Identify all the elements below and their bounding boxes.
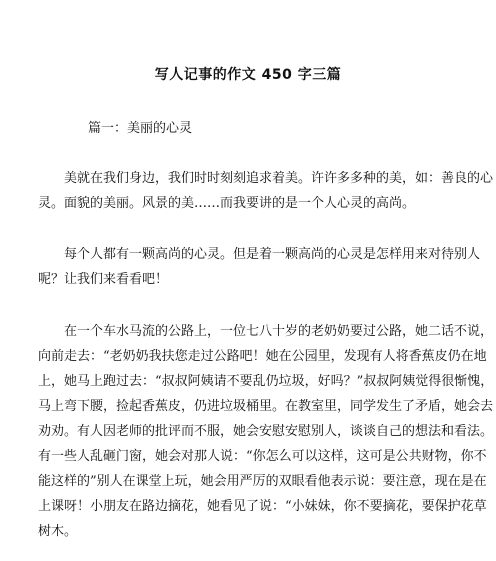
paragraph-line: 每个人都有一颗高尚的心灵。但是着一颗高尚的心灵是怎样用来对待别人 — [64, 247, 481, 262]
paragraph-2 — [38, 242, 481, 292]
paragraph-line: 上，她马上跑过去：“叔叔阿姨请不要乱仍垃圾，好吗？”叔叔阿姨觉得很惭愧， — [38, 374, 494, 389]
paragraph-line: 有一些人乱砸门窗，她会对那人说：“你怎么可以这样，这可是公共财物，你不 — [38, 449, 487, 464]
paragraph-line: 美就在我们身边，我们时时刻刻追求着美。许许多多种的美，如：善良的心 — [64, 171, 494, 186]
paragraph-line: 呢？让我们来看看吧！ — [38, 272, 169, 287]
paragraph-line: 树木。 — [38, 524, 78, 539]
paragraph-line: 向前走去：“老奶奶我扶您走过公路吧！她在公园里，发现有人将香蕉皮仍在地 — [38, 349, 487, 364]
paragraph-line: 在一个车水马流的公路上，一位七八十岁的老奶奶要过公路，她二话不说， — [64, 324, 494, 339]
paragraph-line: 能这样的”别人在课堂上玩，她会用严厉的双眼看他表示说：要注意，现在是在 — [38, 474, 487, 489]
paragraph-line: 灵。面貌的美丽。风景的美……而我要讲的是一个人心灵的高尚。 — [38, 196, 416, 211]
paragraph-line: 马上弯下腰，捡起香蕉皮，仍进垃圾桶里。在教室里，同学发生了矛盾，她会去 — [38, 399, 494, 414]
section-heading: 篇一：美丽的心灵 — [88, 121, 193, 136]
paragraph-line: 劝劝。有人因老师的批评而不服，她会安慰安慰别人，谈谈自己的想法和看法。 — [38, 424, 494, 439]
document-title: 写人记事的作文 450 字三篇 — [154, 67, 342, 83]
paragraph-1 — [38, 166, 494, 216]
paragraph-line: 上课呀！小朋友在路边摘花，她看见了说：“小妹妹，你不要摘花，要保护花草 — [38, 499, 487, 514]
paragraph-3 — [38, 319, 494, 544]
